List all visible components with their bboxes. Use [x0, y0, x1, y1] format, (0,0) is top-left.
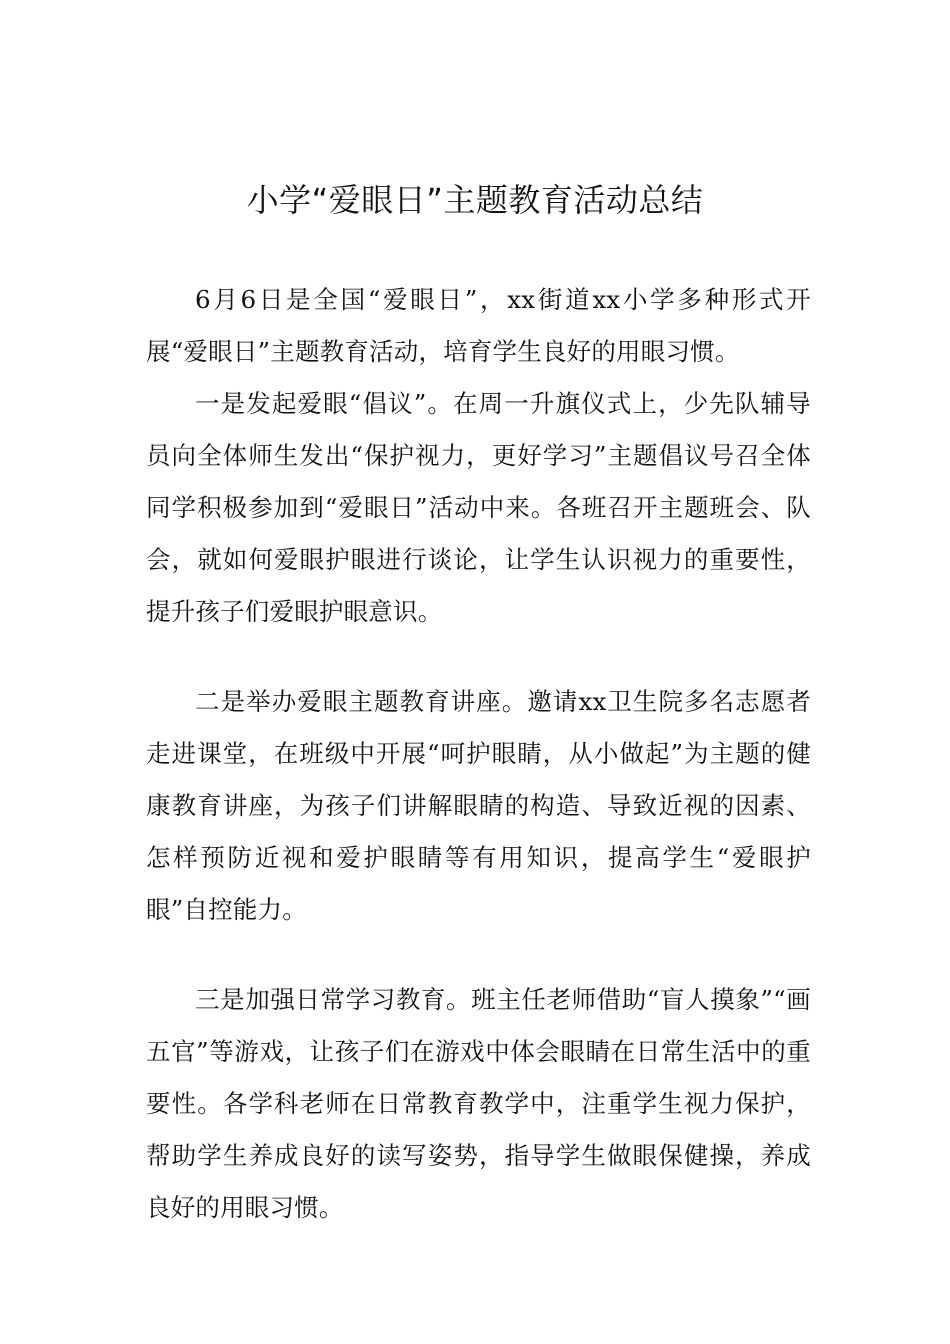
paragraph-intro: 6月6日是全国“爱眼日”，xx街道xx小学多种形式开展“爱眼日”主题教育活动，培育学生良好的用眼习惯。	[146, 285, 811, 366]
paragraph-initiative: 一是发起爱眼“倡议”。在周一升旗仪式上，少先队辅导员向全体师生发出“保护视力，更好学习”主题倡议号召全体同学积极参加到“爱眼日”活动中来。各班召开主题班会、队会，就如何爱眼护眼进行谈论，让学生认识视力的重要性，提升孩子们爱眼护眼意识。	[146, 389, 811, 626]
paragraph-lecture: 二是举办爱眼主题教育讲座。邀请xx卫生院多名志愿者走进课堂，在班级中开展“呵护眼睛，从小做起”为主题的健康教育讲座，为孩子们讲解眼睛的构造、导致近视的因素、怎样预防近视和爱护眼睛等有用知识，提高学生“爱眼护眼”自控能力。	[146, 687, 811, 924]
paragraph-daily-education: 三是加强日常学习教育。班主任老师借助“盲人摸象”“画五官”等游戏，让孩子们在游戏中体会眼睛在日常生活中的重要性。各学科老师在日常教育教学中，注重学生视力保护，帮助学生养成良好的读写姿势，指导学生做眼保健操，养成良好的用眼习惯。	[146, 985, 811, 1222]
document-title: 小学“爱眼日”主题教育活动总结	[246, 181, 704, 219]
